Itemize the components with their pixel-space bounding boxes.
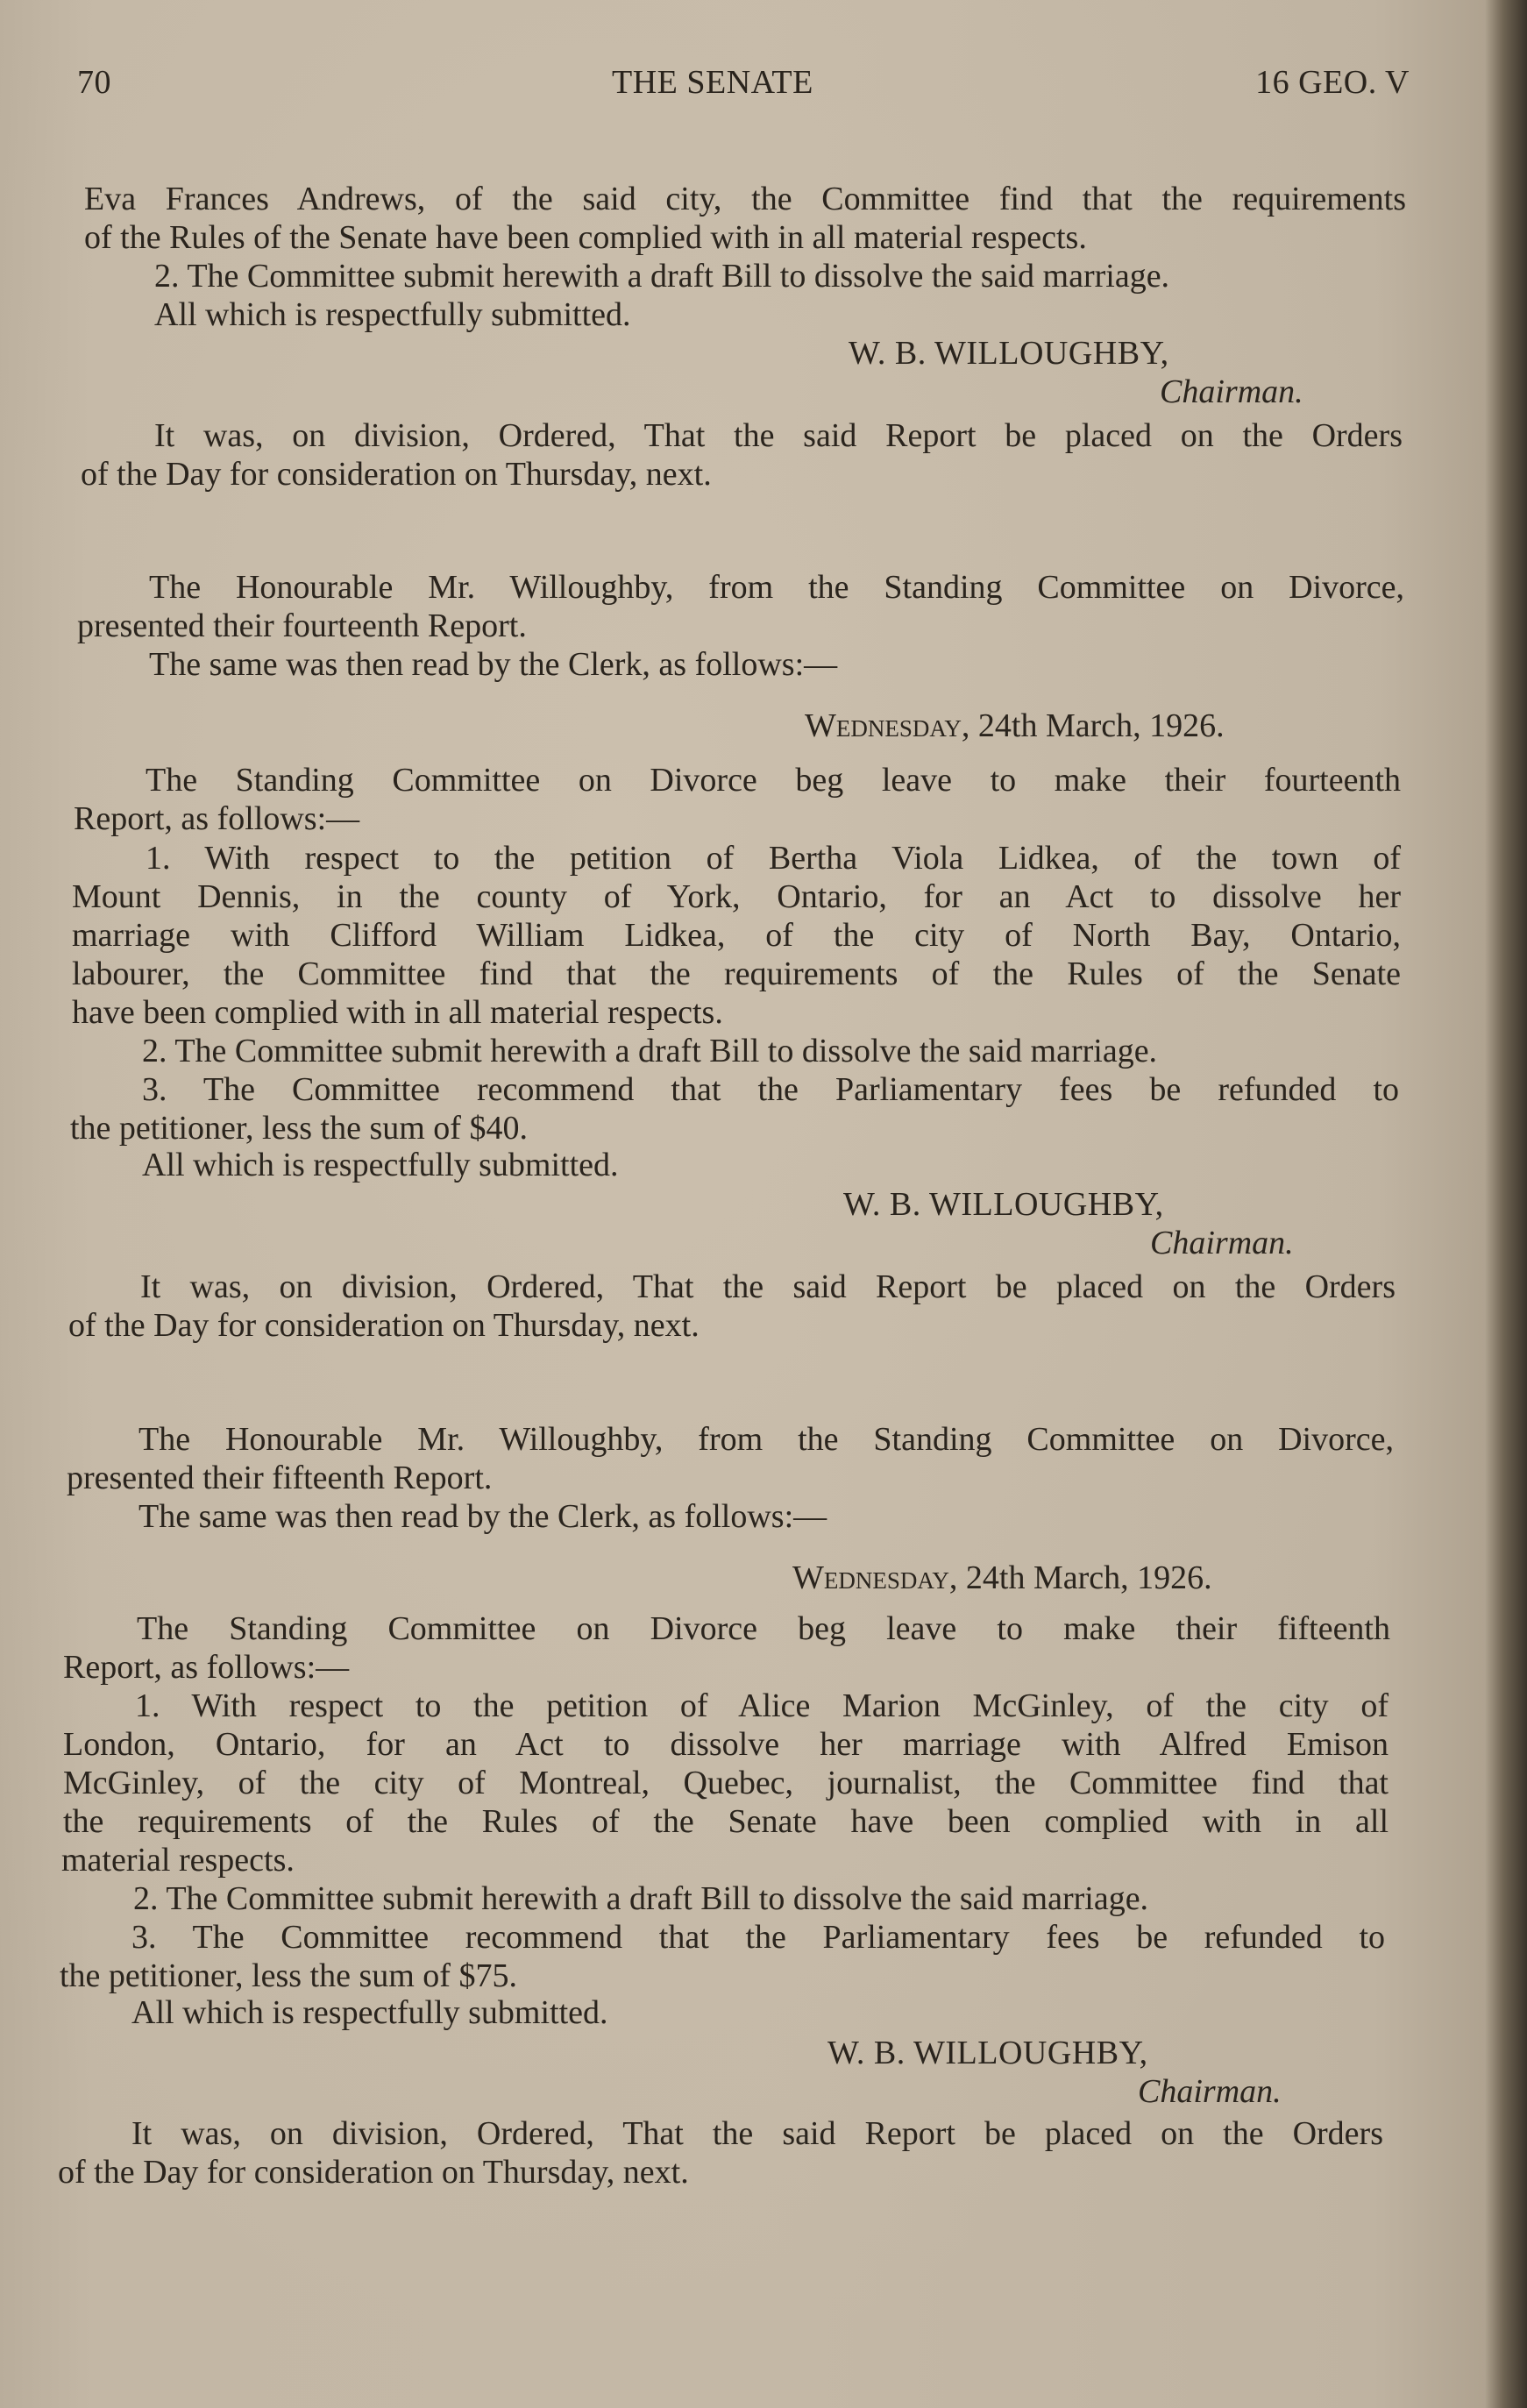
report-item: the requirements of the Rules of the Senate have been complied with in all: [63, 1803, 1389, 1840]
signature: W. B. WILLOUGHBY,: [827, 2035, 1148, 2071]
report-item: material respects.: [61, 1842, 295, 1879]
report-item: 3. The Committee recommend that the Parliamentary fees be refunded to: [131, 1919, 1385, 1956]
report-intro: presented their fifteenth Report.: [67, 1460, 493, 1496]
signature-role: Chairman.: [1160, 373, 1303, 410]
report-item: Mount Dennis, in the county of York, Ontario, for an Act to dissolve her: [72, 878, 1401, 915]
report-item: the petitioner, less the sum of $75.: [60, 1957, 517, 1994]
report-item: have been complied with in all material respects.: [72, 994, 723, 1031]
order-line: It was, on division, Ordered, That the said Report be placed on the Orders: [154, 417, 1403, 454]
order-line: It was, on division, Ordered, That the said Report be placed on the Orders: [131, 2115, 1383, 2152]
report-item: 2. The Committee submit herewith a draft Bill to dissolve the said marriage.: [154, 258, 1170, 295]
report-item: London, Ontario, for an Act to dissolve her marriage with Alfred Emison: [63, 1726, 1389, 1763]
report-item: labourer, the Committee find that the requirements of the Rules of the Senate: [72, 955, 1401, 992]
report-lead: The Standing Committee on Divorce beg leave to make their fourteenth: [146, 762, 1401, 799]
report-item: 2. The Committee submit herewith a draft Bill to dissolve the said marriage.: [133, 1880, 1149, 1917]
read-line: The same was then read by the Clerk, as follows:—: [149, 646, 838, 683]
report-item: 1. With respect to the petition of Alice Marion McGinley, of the city of: [135, 1687, 1389, 1724]
order-line: of the Day for consideration on Thursday, next.: [58, 2154, 689, 2191]
report-lead: Report, as follows:—: [74, 800, 360, 837]
report-intro: The Honourable Mr. Willoughby, from the Standing Committee on Divorce,: [149, 569, 1404, 606]
closing-line: All which is respectfully submitted.: [142, 1147, 619, 1183]
book-spine-shadow: [1485, 0, 1527, 2408]
report-lead: The Standing Committee on Divorce beg leave to make their fifteenth: [137, 1610, 1390, 1647]
session-label: 16 GEO. V: [1255, 64, 1410, 101]
running-title: THE SENATE: [612, 64, 813, 101]
report-item: 2. The Committee submit herewith a draft Bill to dissolve the said marriage.: [142, 1033, 1158, 1069]
report-date-day: Wednesday,: [805, 707, 970, 744]
signature-role: Chairman.: [1138, 2073, 1282, 2110]
signature: W. B. WILLOUGHBY,: [843, 1186, 1164, 1223]
report-date: [805, 707, 1225, 745]
closing-line: All which is respectfully submitted.: [131, 1994, 608, 2031]
order-line: of the Day for consideration on Thursday, next.: [68, 1307, 700, 1344]
report-intro: The Honourable Mr. Willoughby, from the Standing Committee on Divorce,: [138, 1421, 1394, 1458]
page-number: 70: [77, 64, 111, 101]
read-line: The same was then read by the Clerk, as follows:—: [138, 1498, 827, 1535]
signature: W. B. WILLOUGHBY,: [849, 335, 1169, 372]
report-item: marriage with Clifford William Lidkea, of the city of North Bay, Ontario,: [72, 917, 1401, 954]
closing-line: All which is respectfully submitted.: [154, 296, 631, 333]
signature-role: Chairman.: [1150, 1225, 1294, 1261]
report-item: McGinley, of the city of Montreal, Quebec, journalist, the Committee find that: [63, 1765, 1389, 1801]
text-line: of the Rules of the Senate have been complied with in all material respects.: [84, 219, 1087, 256]
report-date-day: Wednesday,: [792, 1559, 958, 1596]
order-line: It was, on division, Ordered, That the said Report be placed on the Orders: [140, 1268, 1396, 1305]
report-date-rest: 24th March, 1926.: [969, 707, 1225, 744]
report-date-rest: 24th March, 1926.: [957, 1559, 1212, 1596]
order-line: of the Day for consideration on Thursday, next.: [81, 456, 712, 493]
report-intro: presented their fourteenth Report.: [77, 607, 527, 644]
running-head: [77, 63, 1410, 107]
report-item: 1. With respect to the petition of Bertha Viola Lidkea, of the town of: [146, 840, 1401, 877]
report-item: the petitioner, less the sum of $40.: [70, 1110, 528, 1147]
report-date: [792, 1559, 1212, 1597]
report-item: 3. The Committee recommend that the Parliamentary fees be refunded to: [142, 1071, 1399, 1108]
text-line: Eva Frances Andrews, of the said city, the Committee find that the requirements: [84, 181, 1406, 217]
report-lead: Report, as follows:—: [63, 1649, 350, 1686]
